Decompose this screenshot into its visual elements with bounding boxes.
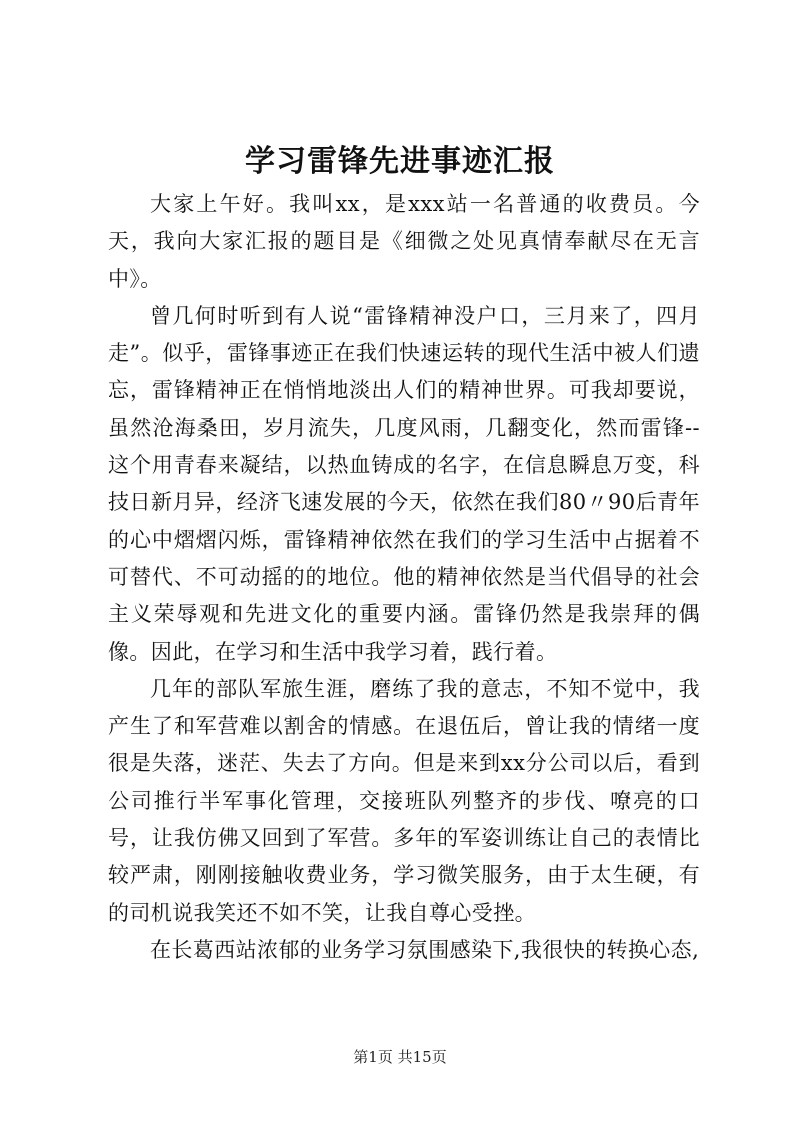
document-title: 学习雷锋先进事迹汇报 (245, 144, 555, 179)
paragraph-3: 几年的部队军旅生涯，磨练了我的意志，不知不觉中，我产生了和军营难以割舍的情感。在退伍后，曾让我的情绪一度很是失落，迷茫、失去了方向。但是来到xx分公司以后，看到公司推行半军事化管理，交接班队列整齐的步伐、嘹亮的口号，让我仿佛又回到了军营。多年的军姿训练让自己的表情比较严肃，刚刚接触收费业务，学习微笑服务，由于太生硬，有的司机说我笑还不如不笑，让我自尊心受挫。 (108, 676, 700, 925)
page-footer: 第1页 共15页 (353, 1048, 447, 1066)
document-body (108, 186, 700, 969)
paragraph-4: 在长葛西站浓郁的业务学习氛围感染下,我很快的转换心态, (150, 937, 700, 962)
paragraph-1: 大家上午好。我叫xx，是xxx站一名普通的收费员。今天，我向大家汇报的题目是《细微之处见真情奉献尽在无言中》。 (108, 192, 700, 291)
paragraph-2: 曾几何时听到有人说“雷锋精神没户口，三月来了，四月走”。似乎，雷锋事迹正在我们快速运转的现代生活中被人们遗忘，雷锋精神正在悄悄地淡出人们的精神世界。可我却要说，虽然沧海桑田，岁月流失，几度风雨，几翻变化，然而雷锋--这个用青春来凝结，以热血铸成的名字，在信息瞬息万变，科技日新月异，经济飞速发展的今天，依然在我们80〃90后青年的心中熠熠闪烁，雷锋精神依然在我们的学习生活中占据着不可替代、不可动摇的的地位。他的精神依然是当代倡导的社会主义荣辱观和先进文化的重要内涵。雷锋仍然是我崇拜的偶像。因此，在学习和生活中我学习着，践行着。 (108, 303, 700, 664)
